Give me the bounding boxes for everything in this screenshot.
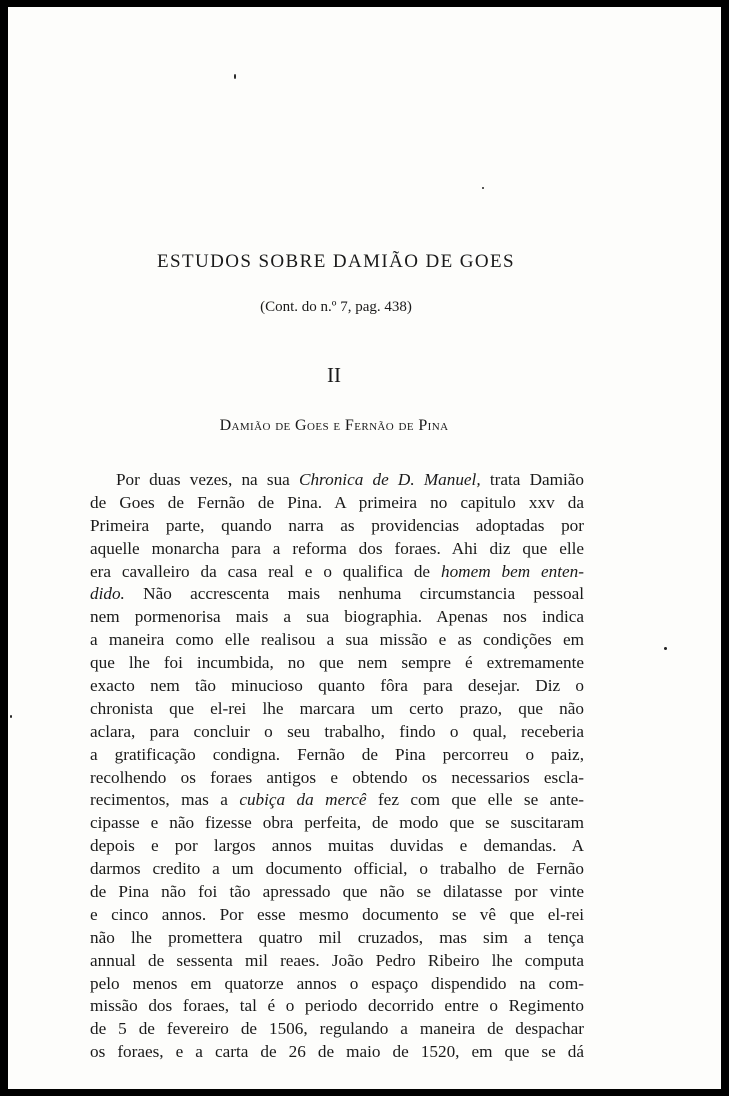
text-segment: recimentos, mas a: [90, 790, 240, 810]
text-line: [90, 904, 584, 927]
text-line: [90, 835, 584, 858]
text-line: [90, 744, 584, 767]
text-segment: annual de sessenta mil reaes. João Pedro Ribeiro lhe computa: [90, 950, 584, 970]
ink-speck: [664, 647, 667, 650]
text-line: [90, 561, 584, 584]
text-segment: a gratificação condigna. Fernão de Pina percorreu o paiz,: [90, 744, 584, 764]
text-segment: trata Damião: [480, 470, 584, 489]
text-segment: Não accrescenta mais nenhuma circumstancia pessoal: [124, 584, 584, 604]
text-segment: os foraes, e a carta de 26 de maio de 1520, em que se dá: [90, 1042, 584, 1062]
chapter-numeral: II: [327, 363, 341, 387]
text-segment: que lhe foi incumbida, no que nem sempre é extremamente: [90, 653, 584, 673]
text-segment: chronista que el-rei lhe marcara um certo prazo, que não: [90, 698, 584, 718]
text-segment: de Goes de Fernão de Pina. A primeira no capitulo xxv da: [90, 492, 584, 512]
text-line: [90, 538, 584, 561]
text-line: [90, 629, 584, 652]
text-segment: pelo menos em quatorze annos o espaço dispendido na com-: [90, 973, 584, 993]
text-segment: fez com que elle se ante-: [366, 790, 584, 810]
italic-text-segment: dido.: [90, 584, 125, 604]
text-line: [90, 950, 584, 973]
ink-speck: [234, 74, 236, 79]
section-heading: Damião de Goes e Fernão de Pina: [219, 417, 449, 434]
body-paragraph: [90, 469, 584, 1064]
text-line: [90, 652, 584, 675]
ink-speck: [10, 715, 12, 718]
text-segment: missão dos foraes, tal é o periodo decorrido entre o Regimento: [90, 996, 584, 1016]
text-segment: de Pina não foi tão apressado que não se dilatasse por vinte: [90, 882, 584, 902]
text-segment: Primeira parte, quando narra as providencias adoptadas por: [90, 515, 584, 535]
text-segment: exacto nem tão minucioso quanto fôra para desejar. Diz o: [90, 676, 584, 696]
text-line: [90, 927, 584, 950]
text-segment: de 5 de fevereiro de 1506, regulando a maneira de despachar: [90, 1019, 584, 1039]
text-line: [90, 583, 584, 606]
text-line: [90, 881, 584, 904]
text-line: [90, 675, 584, 698]
text-segment: e cinco annos. Por esse mesmo documento se vê que el-rei: [90, 904, 584, 924]
text-line: [90, 1018, 584, 1041]
text-line: [90, 1041, 584, 1064]
text-segment: aquelle monarcha para a reforma dos foraes. Ahi diz que elle: [90, 538, 584, 558]
text-line: [90, 789, 584, 812]
text-line: [90, 858, 584, 881]
text-segment: Por duas vezes, na sua: [116, 470, 299, 489]
text-line: [90, 492, 584, 515]
text-segment: aclara, para concluir o seu trabalho, findo o qual, receberia: [90, 721, 584, 741]
text-line: [90, 995, 584, 1018]
ink-speck: [482, 187, 484, 189]
text-line: [90, 515, 584, 538]
text-line: [90, 767, 584, 790]
text-segment: recolhendo os foraes antigos e obtendo os necessarios escla-: [90, 767, 584, 787]
text-segment: nem pormenorisa mais a sua biographia. Apenas nos indica: [90, 607, 584, 627]
text-line: [90, 606, 584, 629]
text-segment: depois e por largos annos muitas duvidas e demandas. A: [90, 836, 584, 856]
text-line: [90, 721, 584, 744]
article-title: ESTUDOS SOBRE DAMIÃO DE GOES: [157, 251, 515, 272]
italic-text-segment: cubiça da mercê: [239, 790, 367, 810]
text-segment: a maneira como elle realisou a sua missão e as condições em: [90, 630, 584, 650]
text-segment: cipasse e não fizesse obra perfeita, de modo que se suscitaram: [90, 813, 584, 833]
text-line: [90, 812, 584, 835]
italic-text-segment: Chronica de D. Manuel,: [299, 470, 481, 489]
text-line: [90, 469, 584, 492]
continuation-note: (Cont. do n.º 7, pag. 438): [260, 299, 412, 315]
document-page: [8, 7, 721, 1089]
text-line: [90, 698, 584, 721]
text-line: [90, 973, 584, 996]
text-segment: era cavalleiro da casa real e o qualifica de: [90, 561, 441, 581]
italic-text-segment: homem bem enten-: [440, 561, 584, 581]
text-segment: não lhe promettera quatro mil cruzados, mas sim a tença: [90, 927, 584, 947]
text-segment: darmos credito a um documento official, o trabalho de Fernão: [90, 859, 584, 879]
